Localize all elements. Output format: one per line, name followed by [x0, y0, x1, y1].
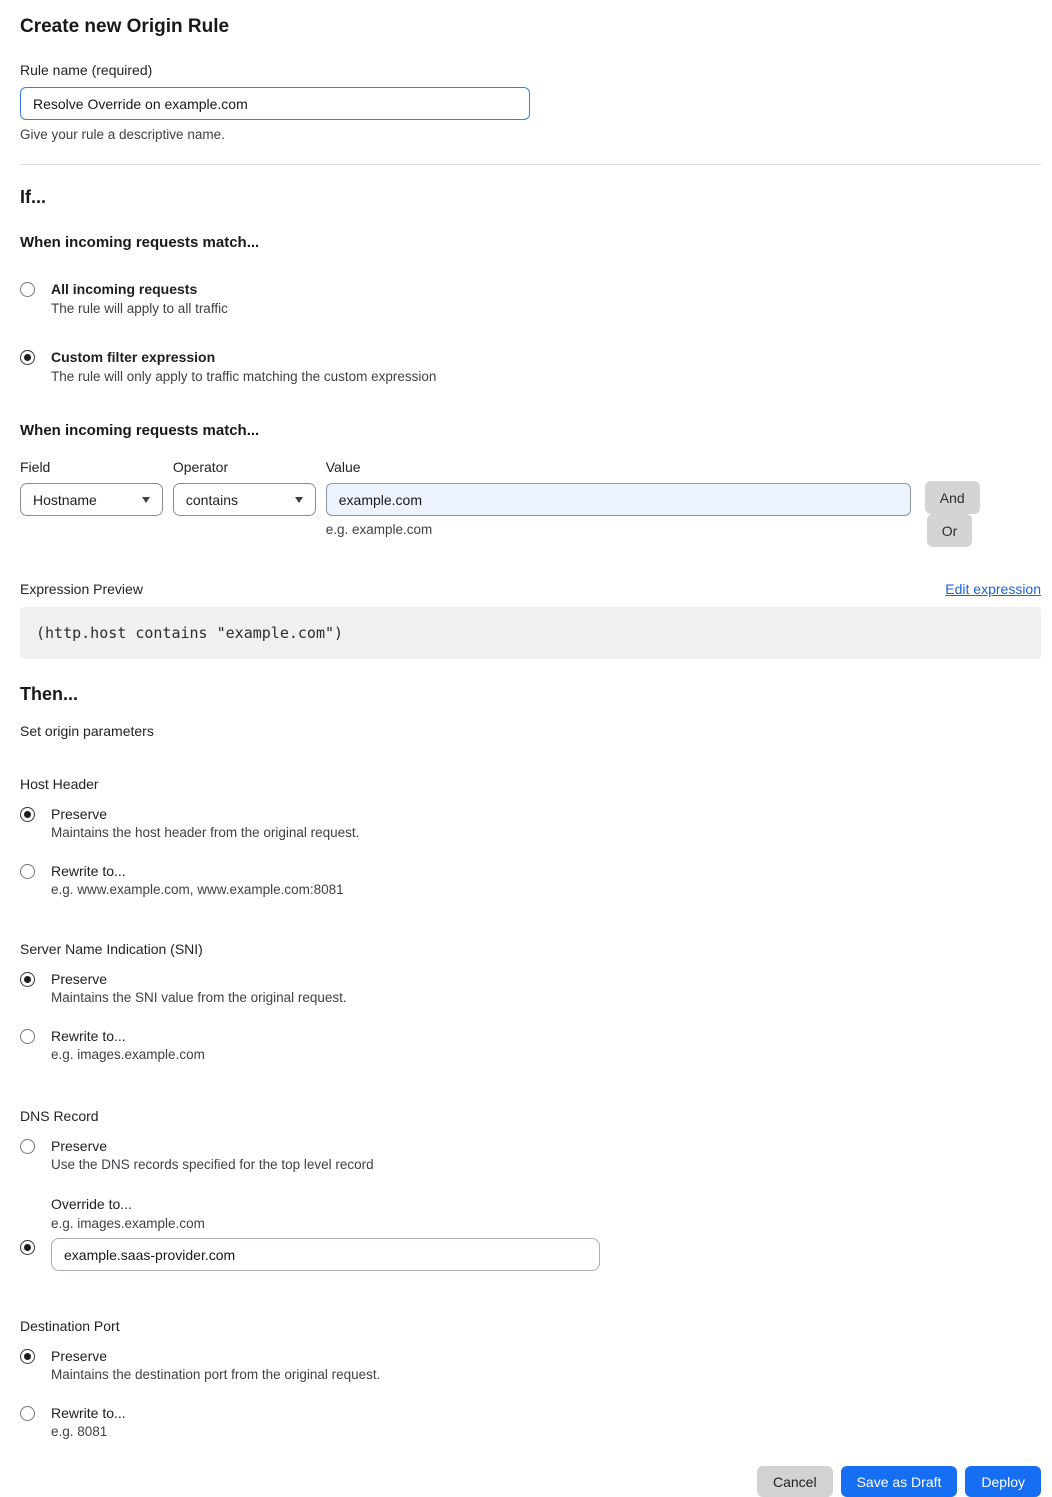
option-label: Rewrite to...: [51, 863, 126, 879]
operator-select[interactable]: [173, 483, 316, 516]
expression-preview-box: (http.host contains "example.com"): [20, 607, 1041, 659]
chevron-down-icon: [295, 497, 303, 503]
host-header-rewrite-option[interactable]: [20, 863, 1041, 897]
group-title: Host Header: [20, 776, 99, 792]
dns-record-group: [20, 1108, 1041, 1271]
option-description: The rule will apply to all traffic: [51, 301, 228, 316]
operator-label: Operator: [172, 459, 229, 475]
if-heading: If...: [20, 187, 46, 207]
expression-builder-heading: When incoming requests match...: [20, 422, 260, 439]
set-origin-parameters-label: Set origin parameters: [20, 723, 154, 739]
footer-actions: [20, 1466, 1041, 1497]
custom-filter-expression-option[interactable]: [20, 349, 1041, 384]
expression-preview-label: Expression Preview: [20, 581, 143, 597]
or-button[interactable]: Or: [927, 514, 973, 547]
rule-name-helper: Give your rule a descriptive name.: [20, 127, 225, 142]
sni-rewrite-option[interactable]: [20, 1028, 1041, 1062]
all-incoming-requests-option[interactable]: [20, 281, 1041, 316]
option-description: Maintains the SNI value from the original request.: [51, 990, 347, 1005]
option-label: Preserve: [51, 1348, 108, 1364]
chevron-down-icon: [142, 497, 150, 503]
operator-select-value: contains: [185, 491, 239, 508]
rule-name-label: Rule name (required): [20, 62, 153, 78]
then-heading: Then...: [20, 684, 78, 704]
section-divider: [20, 164, 1041, 165]
edit-expression-link[interactable]: Edit expression: [945, 581, 1041, 597]
save-draft-button[interactable]: Save as Draft: [841, 1466, 958, 1497]
page-title: Create new Origin Rule: [20, 16, 230, 37]
option-label: Preserve: [51, 806, 108, 822]
group-title: Destination Port: [20, 1318, 120, 1334]
option-description: Use the DNS records specified for the top level record: [51, 1157, 374, 1172]
cancel-button[interactable]: Cancel: [757, 1466, 833, 1497]
dns-preserve-option[interactable]: [20, 1138, 1041, 1172]
option-description: Maintains the host header from the original request.: [51, 825, 360, 840]
option-description: e.g. images.example.com: [51, 1047, 205, 1062]
radio-button[interactable]: [20, 1349, 35, 1364]
field-select-value: Hostname: [33, 491, 97, 508]
option-label: All incoming requests: [51, 281, 198, 297]
sni-group: [20, 941, 1041, 1062]
radio-button[interactable]: [20, 1139, 35, 1154]
and-button[interactable]: And: [925, 481, 980, 514]
radio-button[interactable]: [20, 282, 35, 297]
radio-button[interactable]: [20, 807, 35, 822]
option-description: e.g. images.example.com: [51, 1216, 205, 1231]
option-label: Rewrite to...: [51, 1405, 126, 1421]
radio-button[interactable]: [20, 1029, 35, 1044]
rule-name-input[interactable]: [20, 87, 530, 120]
radio-button[interactable]: [20, 864, 35, 879]
option-label: Custom filter expression: [51, 349, 216, 365]
destination-port-preserve-option[interactable]: [20, 1348, 1041, 1382]
option-label: Override to...: [51, 1196, 132, 1212]
option-description: e.g. www.example.com, www.example.com:8081: [51, 882, 344, 897]
value-input[interactable]: [326, 483, 911, 516]
field-label: Field: [20, 459, 51, 475]
option-label: Rewrite to...: [51, 1028, 126, 1044]
host-header-preserve-option[interactable]: [20, 806, 1041, 840]
option-label: Preserve: [51, 971, 108, 987]
option-description: The rule will only apply to traffic matching the custom expression: [51, 369, 437, 384]
dns-override-input[interactable]: [51, 1238, 600, 1271]
host-header-group: [20, 776, 1041, 897]
incoming-match-heading: When incoming requests match...: [20, 234, 260, 251]
deploy-button[interactable]: Deploy: [965, 1466, 1041, 1497]
dns-override-option[interactable]: [20, 1196, 1041, 1271]
radio-button[interactable]: [20, 350, 35, 365]
option-label: Preserve: [51, 1138, 108, 1154]
option-description: e.g. 8081: [51, 1424, 108, 1439]
radio-button[interactable]: [20, 972, 35, 987]
group-title: Server Name Indication (SNI): [20, 941, 203, 957]
radio-button[interactable]: [20, 1240, 35, 1255]
value-helper: e.g. example.com: [325, 522, 433, 537]
group-title: DNS Record: [20, 1108, 99, 1124]
radio-button[interactable]: [20, 1406, 35, 1421]
destination-port-group: [20, 1318, 1041, 1439]
sni-preserve-option[interactable]: [20, 971, 1041, 1005]
destination-port-rewrite-option[interactable]: [20, 1405, 1041, 1439]
option-description: Maintains the destination port from the original request.: [51, 1367, 381, 1382]
expression-builder-row: [20, 459, 1041, 547]
field-select[interactable]: [20, 483, 163, 516]
value-label: Value: [325, 459, 361, 475]
